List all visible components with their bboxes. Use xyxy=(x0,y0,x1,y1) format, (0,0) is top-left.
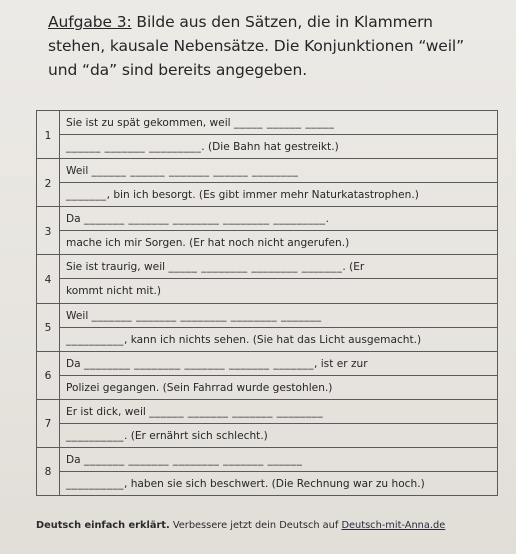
table-row xyxy=(37,111,498,135)
answer-blank[interactable]: _______ _______ ________ ________ _______ xyxy=(91,309,322,322)
table-row xyxy=(37,351,498,375)
table-row xyxy=(37,375,498,399)
answer-blank[interactable]: _______ xyxy=(66,189,107,202)
sentence-line-1 xyxy=(60,351,498,375)
table-row xyxy=(37,207,498,231)
sentence-text: . xyxy=(325,213,329,226)
sentence-line-1 xyxy=(60,303,498,327)
table-row xyxy=(37,183,498,207)
table-row xyxy=(37,159,498,183)
row-number: 8 xyxy=(37,447,60,495)
sentence-text: Polizei gegangen. (Sein Fahrrad wurde gestohlen.) xyxy=(66,381,333,394)
table-row xyxy=(37,303,498,327)
answer-blank[interactable]: ________ ________ _______ _______ _______ xyxy=(84,357,314,370)
sentence-line-2 xyxy=(60,135,498,159)
sentence-line-1 xyxy=(60,255,498,279)
answer-blank[interactable]: _______ _______ ________ ________ _________ xyxy=(84,213,326,226)
sentence-line-2 xyxy=(60,183,498,207)
row-number: 5 xyxy=(37,303,60,351)
sentence-text: Da xyxy=(66,453,85,466)
table-row xyxy=(37,399,498,423)
sentence-text: Da xyxy=(66,357,85,370)
table-row xyxy=(37,423,498,447)
sentence-text: . (Er xyxy=(342,261,365,274)
sentence-text: mache ich mir Sorgen. (Er hat noch nicht angerufen.) xyxy=(66,237,350,250)
footer xyxy=(36,520,506,531)
row-number: 4 xyxy=(37,255,60,303)
sentence-line-1 xyxy=(60,111,498,135)
row-number: 1 xyxy=(37,111,60,159)
table-row xyxy=(37,231,498,255)
sentence-text: Weil xyxy=(66,309,92,322)
table-row xyxy=(37,279,498,303)
sentence-text: . (Er ernährt sich schlecht.) xyxy=(123,429,268,442)
answer-blank[interactable]: ______ _______ _________ xyxy=(66,141,202,154)
answer-blank[interactable]: ______ ______ _______ ______ ________ xyxy=(91,165,299,178)
sentence-text: Sie ist zu spät gekommen, weil xyxy=(66,117,234,129)
sentence-line-1 xyxy=(60,207,498,231)
sentence-text: , haben sie sich beschwert. (Die Rechnung war zu hoch.) xyxy=(123,477,425,490)
answer-blank[interactable]: __________ xyxy=(66,333,124,346)
answer-blank[interactable]: _____ ______ _____ xyxy=(233,117,335,129)
task-instruction xyxy=(48,10,488,82)
answer-blank[interactable]: _____ ________ ________ _______ xyxy=(168,261,343,274)
sentence-text: , kann ich nichts sehen. (Sie hat das Licht ausgemacht.) xyxy=(123,333,422,346)
table-row xyxy=(37,255,498,279)
sentence-text: , ist er zur xyxy=(314,357,368,370)
sentence-line-2 xyxy=(60,327,498,351)
sentence-line-1 xyxy=(60,159,498,183)
table-row xyxy=(37,135,498,159)
table-row xyxy=(37,447,498,471)
sentence-line-1 xyxy=(60,447,498,471)
sentence-text: Weil xyxy=(66,165,92,178)
table-row xyxy=(37,327,498,351)
sentence-line-2 xyxy=(60,375,498,399)
footer-link[interactable]: Deutsch-mit-Anna.de xyxy=(341,520,446,531)
answer-blank[interactable]: ______ _______ _______ ________ xyxy=(149,405,324,418)
sentence-line-2 xyxy=(60,231,498,255)
sentence-line-2 xyxy=(60,279,498,303)
footer-brand: Deutsch einfach erklärt. xyxy=(36,520,170,531)
sentence-text: Da xyxy=(66,213,85,226)
row-number: 2 xyxy=(37,159,60,207)
row-number: 3 xyxy=(37,207,60,255)
sentence-text: Er ist dick, weil xyxy=(66,405,150,418)
sentence-text: Sie ist traurig, weil xyxy=(66,261,169,274)
sentence-text: . (Die Bahn hat gestreikt.) xyxy=(201,141,339,154)
table-row xyxy=(37,471,498,495)
answer-blank[interactable]: __________ xyxy=(66,429,124,442)
task-label: Aufgabe 3: xyxy=(48,13,132,31)
answer-blank[interactable]: _______ _______ ________ _______ ______ xyxy=(84,453,303,466)
sentence-line-1 xyxy=(60,399,498,423)
row-number: 7 xyxy=(37,399,60,447)
sentence-line-2 xyxy=(60,423,498,447)
row-number: 6 xyxy=(37,351,60,399)
sentence-text: kommt nicht mit.) xyxy=(66,285,162,298)
sentence-line-2 xyxy=(60,471,498,495)
footer-text: Verbessere jetzt dein Deutsch auf xyxy=(169,520,342,531)
task-text: Bilde aus den Sätzen, die in Klammern stehen, kausale Nebensätze. Die Konjunktionen “weil” und “da” sind bereits angegeben. xyxy=(48,13,465,79)
answer-blank[interactable]: __________ xyxy=(66,477,124,490)
sentence-text: , bin ich besorgt. (Es gibt immer mehr Naturkatastrophen.) xyxy=(106,189,419,202)
exercise-table xyxy=(36,110,498,496)
